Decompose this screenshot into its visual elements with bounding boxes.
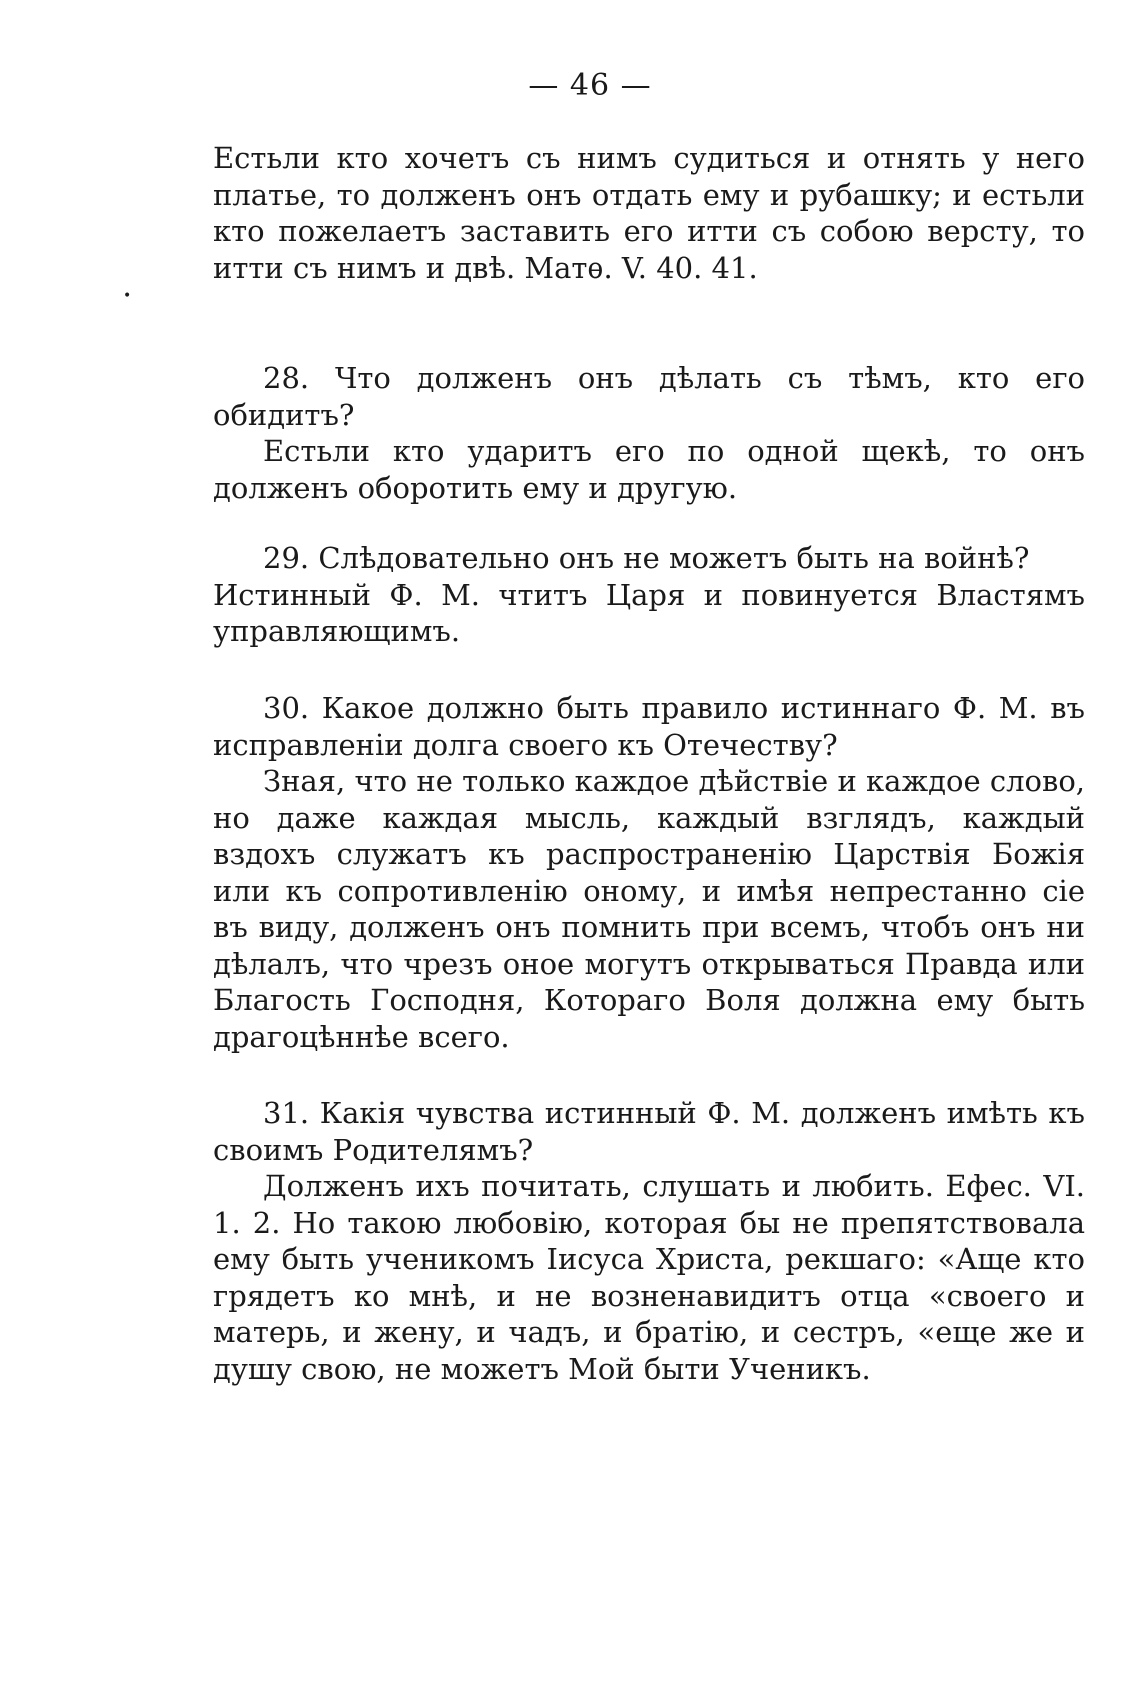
qa-block-29 [213, 540, 1085, 650]
answer-text: Зная, что не только каждое дѣйствiе и каждое слово, но даже каждая мысль, каждый взглядъ, каждый вздохъ служатъ къ распространенiю Царствiя Божiя или къ сопротивленiю оному, и имѣя непрестанно сiе въ виду, долженъ онъ помнить при всемъ, чтобъ онъ ни дѣлалъ, что чрезъ оное могутъ открываться Правда или Благость Господня, Котораго Воля должна ему быть драгоцѣннѣе всего. [213, 764, 1085, 1054]
question-text: 30. Какое должно быть правило истиннаго Ф. М. въ исправленiи долга своего къ Отечеству? [213, 691, 1085, 762]
question-text: 31. Какiя чувства истинный Ф. М. долженъ имѣть къ своимъ Родителямъ? [213, 1096, 1085, 1167]
answer-text: Истинный Ф. М. чтитъ Царя и повинуется Властямъ управляющимъ. [213, 577, 1085, 648]
answer-text: Естьли кто ударитъ его по одной щекѣ, то онъ долженъ оборотить ему и другую. [213, 434, 1085, 505]
qa-block-31 [213, 1095, 1085, 1387]
paragraph-continuation [213, 140, 1085, 286]
qa-block-28 [213, 360, 1085, 506]
question-text: 28. Что долженъ онъ дѣлать съ тѣмъ, кто его обидитъ? [213, 361, 1085, 432]
page-number: — 46 — [528, 68, 652, 103]
answer-text: Естьли кто хочетъ съ нимъ судиться и отнять у него платье, то долженъ онъ отдать ему и рубашку; и естьли кто пожелаетъ заставить его итти съ собою версту, то итти съ нимъ и двѣ. Матѳ. V. 40. 41. [213, 141, 1085, 285]
stray-mark: • [123, 288, 132, 304]
answer-text: Долженъ ихъ почитать, слушать и любить. Ефес. VI. 1. 2. Но такою любовiю, которая бы не препятствовала ему быть ученикомъ Iисуса Христа, рекшаго: «Аще кто грядетъ ко мнѣ, и не возненавидитъ отца «своего и матерь, и жену, и чадъ, и братiю, и сестръ, «еще же и душу свою, не можетъ Мой быти Ученикъ. [213, 1169, 1085, 1386]
question-text: 29. Слѣдовательно онъ не можетъ быть на войнѣ? [263, 541, 1030, 575]
qa-block-30 [213, 690, 1085, 1055]
